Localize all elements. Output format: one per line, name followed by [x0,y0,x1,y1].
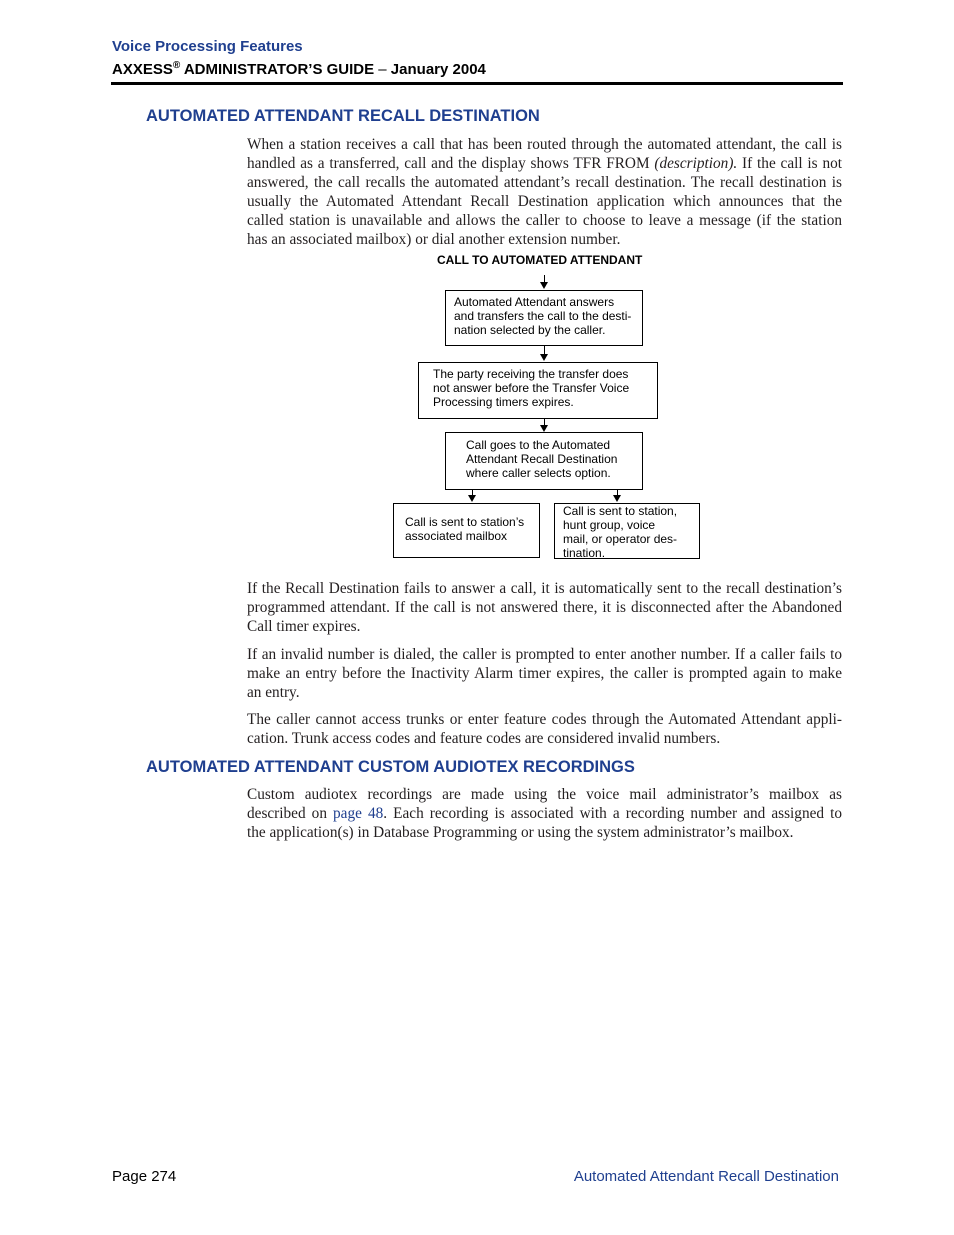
box-text-line: Call is sent to station’s [405,515,525,529]
page-number: Page 274 [112,1168,177,1185]
italic-description: (description). [654,154,738,172]
box-text-line: mail, or operator des- [563,532,678,546]
text-run: handled as a transferred, call and the display shows TFR FROM [247,154,655,172]
text-line: usually the Automated Attendant Recall Destination application which announces that the [247,192,842,210]
guide-prefix: AXXESS [112,61,173,78]
flow-box-answer [445,290,643,346]
arrow-down-icon [540,354,548,361]
text-line: If an invalid number is dialed, the caller is prompted to enter another number. If a caller fails to [247,646,842,663]
text-run: . Each recording is associated with a recording number and assigned to [383,804,842,822]
arrow-down-icon [540,282,548,289]
box-text-line: tination. [563,546,606,560]
intro-paragraph [247,136,842,249]
text-line: Call timer expires. [247,617,361,635]
section-heading-recall-destination: AUTOMATED ATTENDANT RECALL DESTINATION [146,107,540,125]
text-line: an entry. [247,683,300,701]
flow-box-recall [445,432,643,490]
box-text-line: hunt group, voice [563,518,656,532]
arrow-down-icon [540,425,548,432]
text-line: programmed attendant. If the call is not answered there, it is disconnected after the Abandoned [247,598,842,616]
box-text-line: Attendant Recall Destination [466,452,618,466]
paragraph-recall-fails [247,580,842,637]
text-line: the application(s) in Database Programming or using the system administrator’s mailbox. [247,823,794,841]
paragraph-audiotex [247,786,842,843]
text-line: make an entry before the Inactivity Alarm timer expires, the caller is prompted again to make [247,664,842,682]
paragraph-trunk-access [247,711,842,749]
text-line: has an associated mailbox) or dial another extension number. [247,230,621,248]
arrow-down-icon [468,495,476,502]
guide-dash: – [378,61,387,78]
box-text-line: Call goes to the Automated [466,438,611,452]
text-line: Custom audiotex recordings are made using the voice mail administrator’s mailbox as [247,786,842,803]
flow-box-mailbox [393,503,540,558]
header-rule [111,82,843,85]
text-line [247,805,842,824]
text-line: cation. Trunk access codes and feature codes are considered invalid numbers. [247,729,721,747]
running-header-section: Voice Processing Features [112,38,303,55]
footer-section-name: Automated Attendant Recall Destination [573,1168,839,1185]
text-line: called station is unavailable and allows the caller to choose to leave a message (if the station [247,211,842,229]
flowchart-title: CALL TO AUTOMATED ATTENDANT [437,253,643,267]
box-text-line: not answer before the Transfer Voice [433,381,630,395]
box-text-line: and transfers the call to the desti- [454,309,632,323]
box-text-line: Automated Attendant answers [454,295,615,309]
paragraph-invalid-number [247,646,842,703]
text-run: described on [247,804,334,822]
guide-title: ADMINISTRATOR’S GUIDE [180,61,379,78]
flow-box-station [554,503,700,559]
text-run: If the call is not [737,154,842,172]
text-line: When a station receives a call that has been routed through the automated attendant, the call is [247,136,842,153]
text-line: The caller cannot access trunks or enter feature codes through the Automated Attendant appli- [247,711,842,728]
flow-box-no-answer [418,362,658,419]
text-line: answered, the call recalls the automated attendant’s recall destination. The recall destination is [247,173,842,191]
registered-mark: ® [172,60,181,71]
box-text-line: where caller selects option. [466,466,611,480]
page-48-link[interactable]: page 48 [333,804,384,822]
arrow-down-icon [613,495,621,502]
box-text-line: The party receiving the transfer does [433,367,629,381]
text-line: If the Recall Destination fails to answer a call, it is automatically sent to the recall destination’s [247,580,842,597]
box-text-line: nation selected by the caller. [454,323,606,337]
box-text-line: Processing timers expires. [433,395,574,409]
guide-date: January 2004 [386,61,486,78]
running-header-guide [112,60,486,78]
box-text-line: Call is sent to station, [563,504,678,518]
text-line [247,155,842,174]
box-text-line: associated mailbox [405,529,508,543]
section-heading-audiotex: AUTOMATED ATTENDANT CUSTOM AUDIOTEX RECORDINGS [146,758,635,776]
